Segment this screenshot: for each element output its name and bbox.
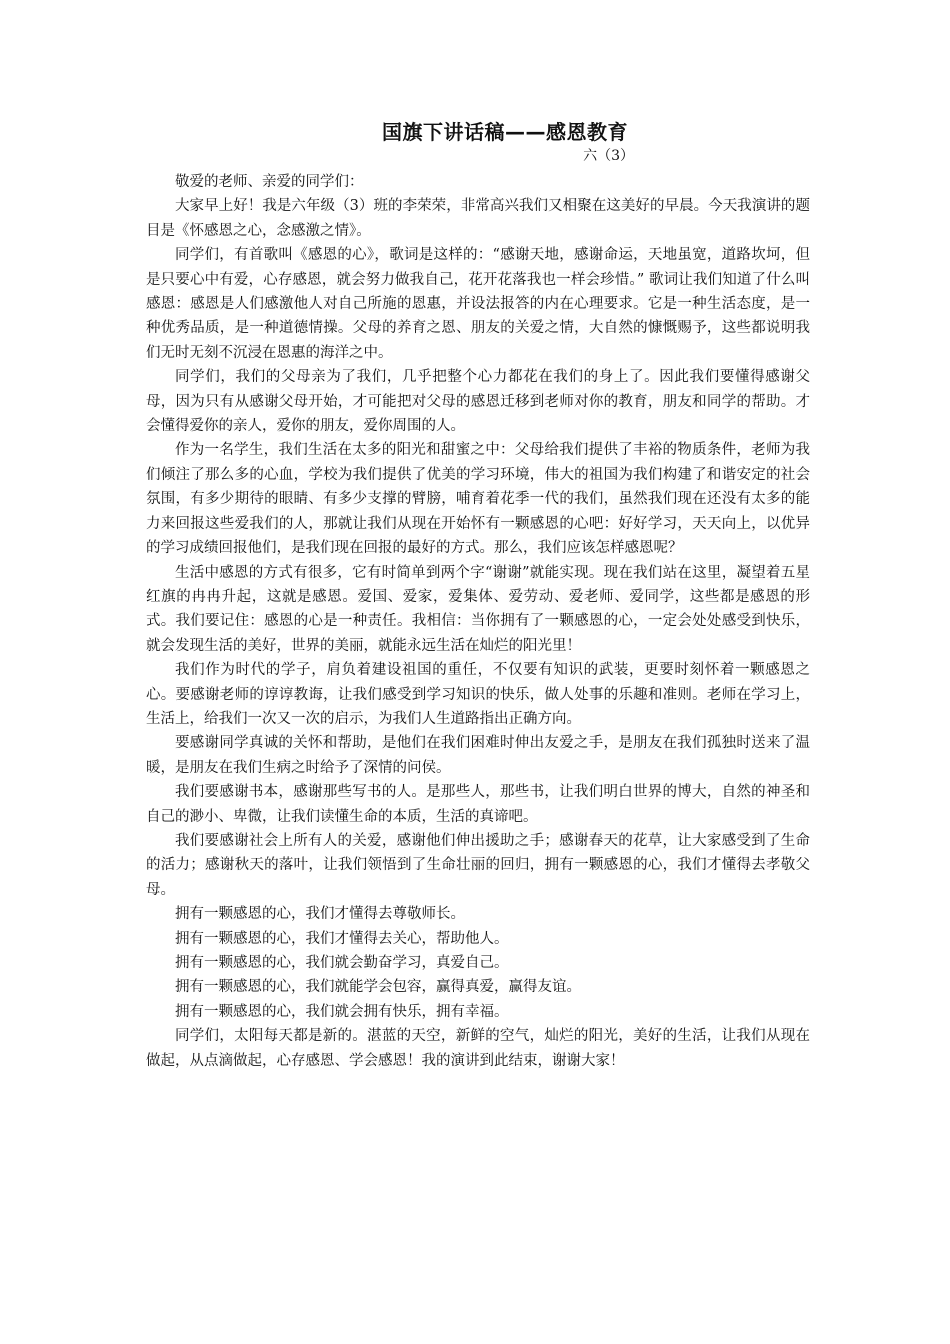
paragraph-15: 同学们，太阳每天都是新的。湛蓝的天空，新鲜的空气，灿烂的阳光，美好的生活，让我们从现在做起，从点滴做起，心存感恩、学会感恩！我的演讲到此结束，谢谢大家！: [146, 1028, 810, 1069]
paragraph-13: 拥有一颗感恩的心，我们就能学会包容，赢得真爱，赢得友谊。: [175, 979, 581, 996]
paragraph-9: 我们要感谢社会上所有人的关爱，感谢他们伸出援助之手；感谢春天的花草，让大家感受到了生命的活力；感谢秋天的落叶，让我们领悟到了生命壮丽的回归，拥有一颗感恩的心，我们才懂得去孝敬父母。: [146, 832, 810, 898]
paragraph-11: 拥有一颗感恩的心，我们才懂得去关心，帮助他人。: [175, 930, 509, 947]
paragraph-8: 我们要感谢书本，感谢那些写书的人。是那些人，那些书，让我们明白世界的博大，自然的神圣和自己的渺小、卑微，让我们读懂生命的本质，生活的真谛吧。: [146, 784, 810, 825]
paragraph-4: 作为一名学生，我们生活在太多的阳光和甜蜜之中：父母给我们提供了丰裕的物质条件，老师为我们倾注了那么多的心血，学校为我们提供了优美的学习环境，伟大的祖国为我们构建了和谐安定的社会氛围，有多少期待的眼睛、有多少支撑的臂膀，哺育着花季一代的我们，虽然我们现在还没有太多的能力来回报这些爱我们的人，那就让我们从现在开始怀有一颗感恩的心吧：好好学习，天天向上，以优异的学习成绩回报他们，是我们现在回报的最好的方式。那么，我们应该怎样感恩呢？: [146, 442, 810, 557]
paragraph-12: 拥有一颗感恩的心，我们就会勤奋学习，真爱自己。: [175, 955, 509, 971]
greeting-line: 敬爱的老师、亲爱的同学们：: [175, 174, 364, 190]
paragraph-1: 大家早上好！我是六年级（3）班的李荣荣，非常高兴我们又相聚在这美好的早晨。今天我演讲的题目是《怀感恩之心，念感激之情》。: [146, 198, 810, 239]
paragraph-6: 我们作为时代的学子，肩负着建设祖国的重任，不仅要有知识的武装，更要时刻怀着一颗感恩之心。要感谢老师的谆谆教诲，让我们感受到学习知识的快乐，做人处事的乐趣和准则。老师在学习上，生活上，给我们一次又一次的启示，为我们人生道路指出正确方向。: [146, 662, 810, 727]
paragraph-10: 拥有一颗感恩的心，我们才懂得去尊敬师长。: [175, 906, 465, 923]
paragraph-2: 同学们，有首歌叫《感恩的心》，歌词是这样的：“感谢天地，感谢命运，天地虽宽，道路坎坷，但是只要心中有爱，心存感恩，就会努力做我自己，花开花落我也一样会珍惜。” 歌词让我们知道了什么叫感恩：感恩是人们感激他人对自己所施的恩惠，并设法报答的内在心理要求。它是一种生活态度，是一种优秀品质，是一种道德情操。父母的养育之恩、朋友的关爱之情，大自然的慷慨赐予，这些都说明我们无时无刻不沉浸在恩惠的海洋之中。: [146, 247, 810, 361]
paragraph-7: 要感谢同学真诚的关怀和帮助，是他们在我们困难时伸出友爱之手，是朋友在我们孤独时送来了温暖，是朋友在我们生病之时给予了深情的问侯。: [146, 735, 810, 776]
paragraph-5: 生活中感恩的方式有很多，它有时简单到两个字“谢谢”就能实现。现在我们站在这里，凝望着五星红旗的冉冉升起，这就是感恩。爱国、爱家，爱集体、爱劳动、爱老师、爱同学，这些都是感恩的形式。我们要记住：感恩的心是一种责任。我相信：当你拥有了一颗感恩的心，一定会处处感受到快乐，就会发现生活的美好，世界的美丽，就能永远生活在灿烂的阳光里！: [146, 564, 810, 654]
paragraph-14: 拥有一颗感恩的心，我们就会拥有快乐，拥有幸福。: [175, 1003, 509, 1020]
document-page: [146, 118, 810, 1073]
paragraph-3: 同学们，我们的父母亲为了我们，几乎把整个心力都花在我们的身上了。因此我们要懂得感谢父母，因为只有从感谢父母开始，才可能把对父母的感恩迁移到老师对你的教育，朋友和同学的帮助。才会懂得爱你的亲人，爱你的朋友，爱你周围的人。: [146, 369, 810, 435]
document-title: 国旗下讲话稿——感恩教育: [382, 120, 628, 144]
class-byline: 六（3）: [583, 148, 634, 164]
